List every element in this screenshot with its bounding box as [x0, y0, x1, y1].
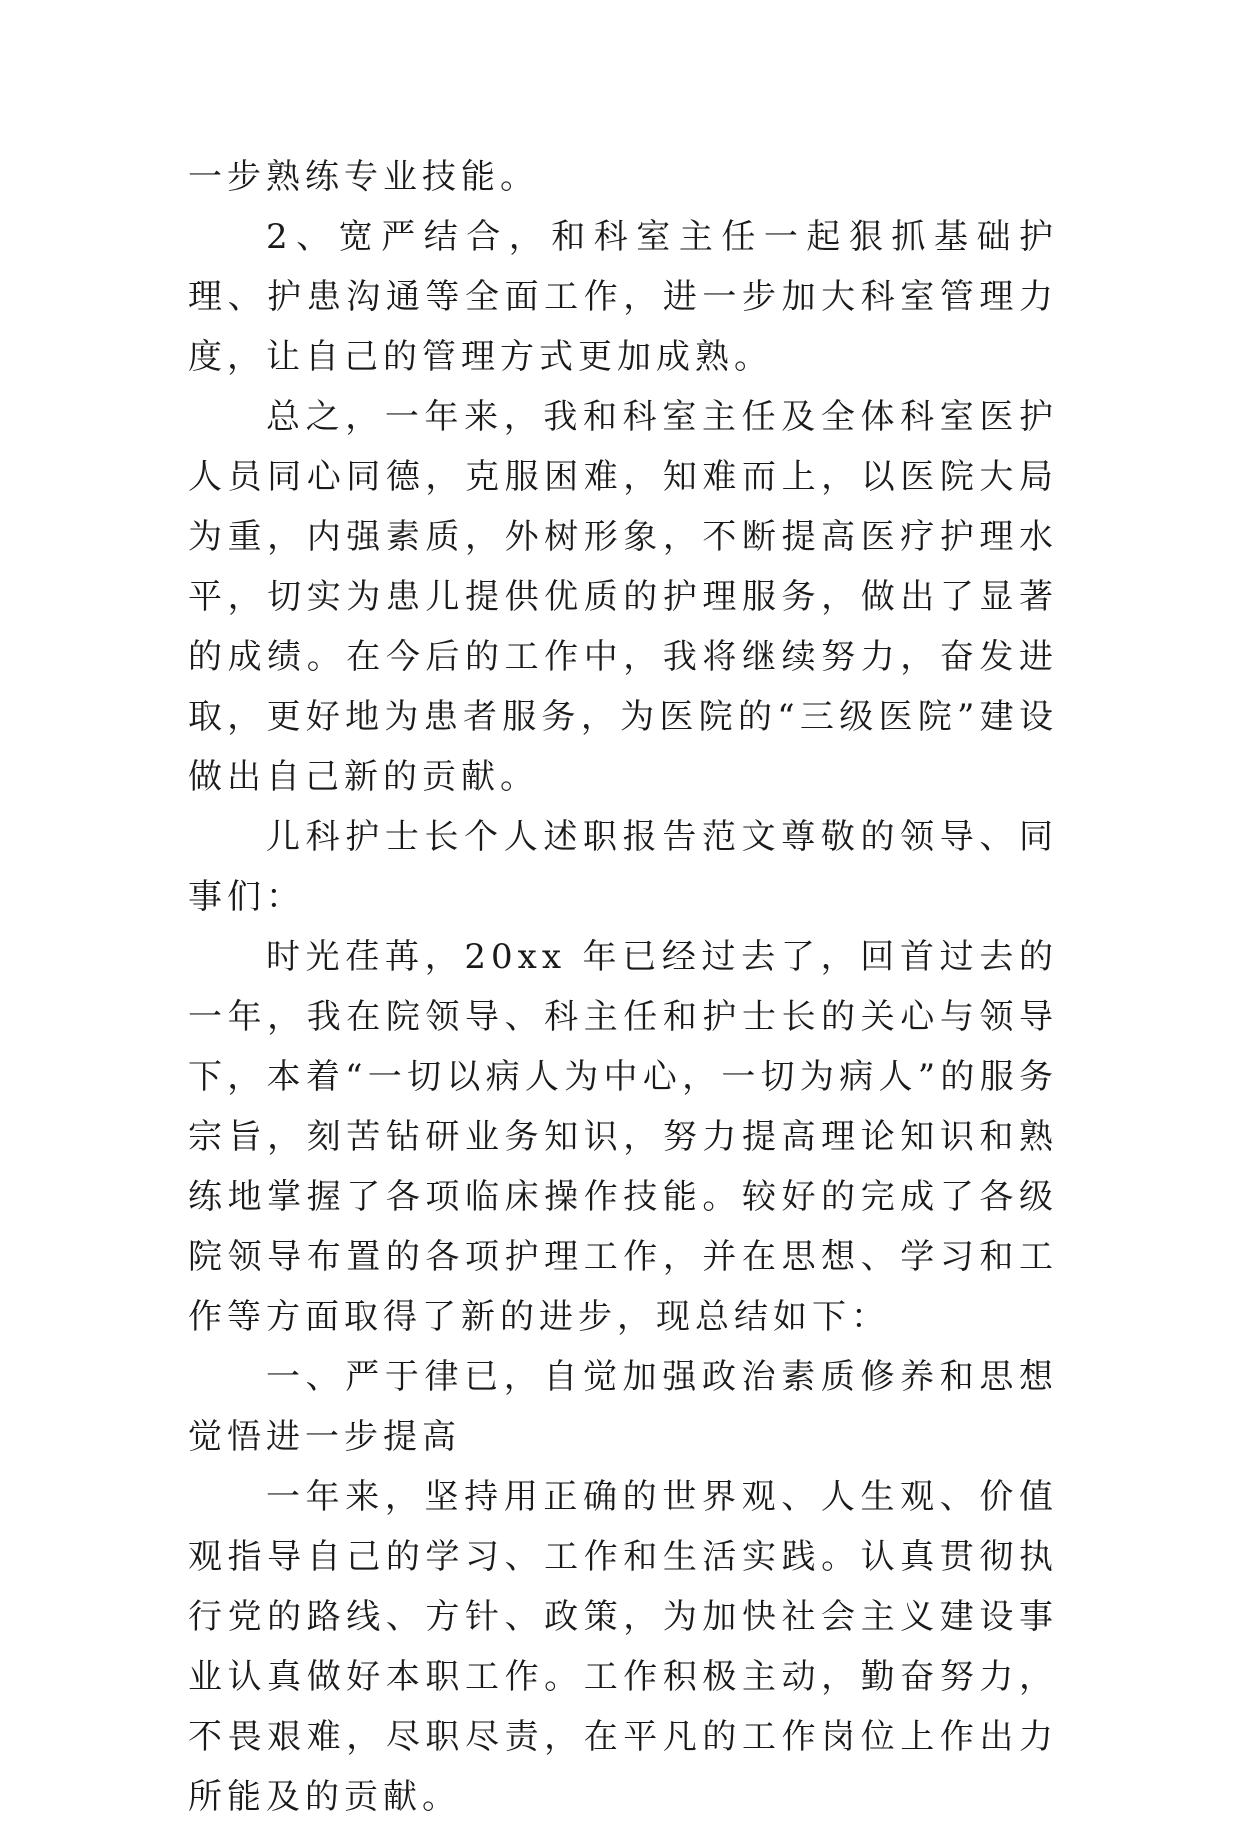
paragraph-continuation: 一步熟练专业技能。 [188, 157, 539, 197]
paragraph-item-2: 2、宽严结合，和科室主任一起狠抓基础护理、护患沟通等全面工作，进一步加大科室管理力度，让自己的管理方式更加成熟。 [188, 217, 1058, 377]
document-page [188, 147, 1058, 1827]
paragraph-report-title: 儿科护士长个人述职报告范文尊敬的领导、同事们： [188, 817, 1058, 917]
paragraph-summary: 总之，一年来，我和科室主任及全体科室医护人员同心同德，克服困难，知难而上，以医院大局为重，内强素质，外树形象，不断提高医疗护理水平，切实为患儿提供优质的护理服务，做出了显著的成绩。在今后的工作中，我将继续努力，奋发进取，更好地为患者服务，为医院的“三级医院”建设做出自己新的贡献。 [188, 397, 1058, 797]
section-heading-1: 一、严于律已，自觉加强政治素质修养和思想觉悟进一步提高 [188, 1357, 1058, 1457]
paragraph-section-1: 一年来，坚持用正确的世界观、人生观、价值观指导自己的学习、工作和生活实践。认真贯彻执行党的路线、方针、政策，为加快社会主义建设事业认真做好本职工作。工作积极主动，勤奋努力，不畏艰难，尽职尽责，在平凡的工作岗位上作出力所能及的贡献。 [188, 1477, 1058, 1817]
paragraph-intro: 时光荏苒，20xx 年已经过去了，回首过去的一年，我在院领导、科主任和护士长的关心与领导下，本着“一切以病人为中心，一切为病人”的服务宗旨，刻苦钻研业务知识，努力提高理论知识和熟练地掌握了各项临床操作技能。较好的完成了各级院领导布置的各项护理工作，并在思想、学习和工作等方面取得了新的进步，现总结如下： [188, 937, 1058, 1337]
